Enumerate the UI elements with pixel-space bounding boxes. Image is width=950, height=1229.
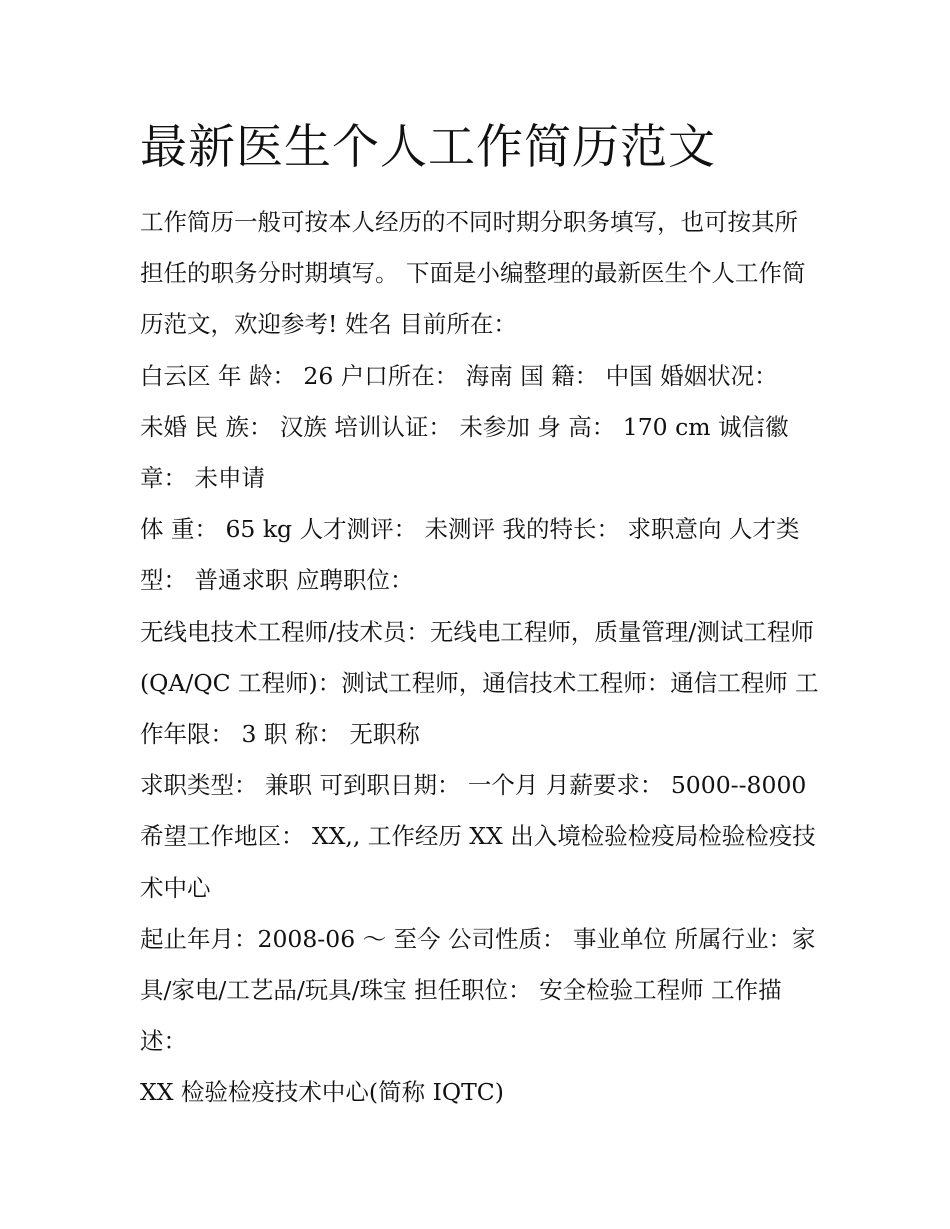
paragraph-personal-info-2: 未婚 民 族： 汉族 培训认证： 未参加 身 高： 170 cm 诚信徽章： 未申请 — [140, 412, 789, 493]
paragraph-job-position: 无线电技术工程师/技术员：无线电工程师，质量管理/测试工程师(QA/QC 工程师)：测试工程师，通信技术工程师：通信工程师 工作年限： 3 职 称： 无职称 — [140, 617, 819, 749]
paragraph-intro: 工作简历一般可按本人经历的不同时期分职务填写，也可按其所担任的职务分时期填写。 下面是小编整理的最新医生个人工作简历范文，欢迎参考! 姓名 目前所在： — [140, 208, 806, 339]
paragraph-job-type: 求职类型： 兼职 可到职日期： 一个月 月薪要求： 5000--8000 希望工作地区： XX,, 工作经历 XX 出入境检验检疫局检验检疫技术中心 — [140, 771, 816, 902]
document-body — [140, 197, 820, 1119]
paragraph-personal-info-3: 体 重： 65 kg 人才测评： 未测评 我的特长： 求职意向 人才类型： 普通求职 应聘职位： — [140, 515, 800, 595]
paragraph-personal-info-1: 白云区 年 龄： 26 户口所在： 海南 国 籍： 中国 婚姻状况： — [140, 361, 778, 390]
document-title: 最新医生个人工作简历范文 — [140, 120, 716, 175]
paragraph-work-period: 起止年月：2008-06 ～ 至今 公司性质： 事业单位 所属行业：家具/家电/工艺品/玩具/珠宝 担任职位： 安全检验工程师 工作描述： — [140, 924, 816, 1056]
paragraph-work-description: XX 检验检疫技术中心(简称 IQTC) — [140, 1078, 504, 1107]
